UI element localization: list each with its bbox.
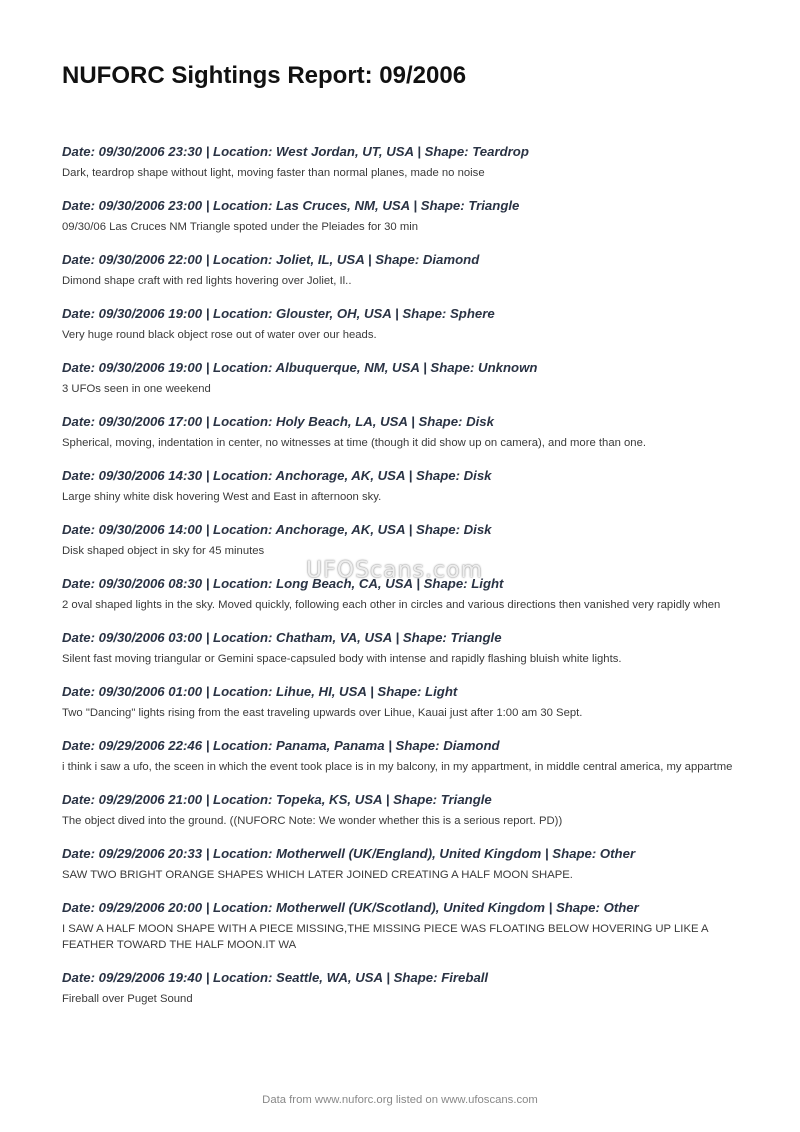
entry-description: Dark, teardrop shape without light, moving faster than normal planes, made no noise (62, 167, 485, 179)
entry-header: Date: 09/30/2006 23:00 | Location: Las Cruces, NM, USA | Shape: Triangle (62, 198, 520, 213)
entry-description: Large shiny white disk hovering West and East in afternoon sky. (62, 491, 382, 503)
list-item (62, 630, 742, 667)
entry-description: SAW TWO BRIGHT ORANGE SHAPES WHICH LATER JOINED CREATING A HALF MOON SHAPE. (62, 869, 573, 881)
entry-header: Date: 09/29/2006 22:46 | Location: Panama, Panama | Shape: Diamond (62, 738, 500, 753)
entry-description: Fireball over Puget Sound (62, 993, 193, 1005)
list-item (62, 970, 742, 1007)
entry-header: Date: 09/30/2006 08:30 | Location: Long Beach, CA, USA | Shape: Light (62, 576, 504, 591)
entry-description: I SAW A HALF MOON SHAPE WITH A PIECE MISSING,THE MISSING PIECE WAS FLOATING BELOW HOVERING UP LIKE A FEATHER TOWARD THE HALF MOON.IT WA (62, 923, 708, 951)
entry-header: Date: 09/30/2006 14:00 | Location: Anchorage, AK, USA | Shape: Disk (62, 522, 492, 537)
list-item (62, 252, 742, 289)
list-item (62, 360, 742, 397)
entry-header: Date: 09/30/2006 23:30 | Location: West Jordan, UT, USA | Shape: Teardrop (62, 144, 529, 159)
entry-header: Date: 09/30/2006 19:00 | Location: Albuquerque, NM, USA | Shape: Unknown (62, 360, 538, 375)
watermark: UFOScans.com (306, 558, 483, 583)
entry-header: Date: 09/30/2006 03:00 | Location: Chatham, VA, USA | Shape: Triangle (62, 630, 502, 645)
entry-header: Date: 09/29/2006 19:40 | Location: Seattle, WA, USA | Shape: Fireball (62, 970, 489, 985)
footer-credit: Data from www.nuforc.org listed on www.ufoscans.com (262, 1094, 538, 1106)
page-title: NUFORC Sightings Report: 09/2006 (62, 62, 467, 89)
list-item (62, 684, 742, 721)
entry-description: Silent fast moving triangular or Gemini space-capsuled body with intense and rapidly flashing bluish white lights. (62, 653, 622, 665)
entry-header: Date: 09/30/2006 17:00 | Location: Holy Beach, LA, USA | Shape: Disk (62, 414, 494, 429)
entry-header: Date: 09/29/2006 20:00 | Location: Motherwell (UK/Scotland), United Kingdom | Shape: Other (62, 900, 639, 915)
list-item (62, 198, 742, 235)
sightings-list (62, 144, 742, 1024)
list-item (62, 522, 742, 559)
entry-description: The object dived into the ground. ((NUFORC Note: We wonder whether this is a serious report. PD)) (62, 815, 563, 827)
entry-header: Date: 09/30/2006 14:30 | Location: Anchorage, AK, USA | Shape: Disk (62, 468, 492, 483)
list-item (62, 900, 742, 953)
list-item (62, 792, 742, 829)
entry-header: Date: 09/29/2006 21:00 | Location: Topeka, KS, USA | Shape: Triangle (62, 792, 492, 807)
entry-header: Date: 09/30/2006 22:00 | Location: Joliet, IL, USA | Shape: Diamond (62, 252, 480, 267)
entry-description: 3 UFOs seen in one weekend (62, 383, 211, 395)
entry-description: 09/30/06 Las Cruces NM Triangle spoted under the Pleiades for 30 min (62, 221, 419, 233)
entry-header: Date: 09/30/2006 19:00 | Location: Glouster, OH, USA | Shape: Sphere (62, 306, 495, 321)
entry-description: 2 oval shaped lights in the sky. Moved quickly, following each other in circles and various directions then vanished very rapidly when (62, 599, 721, 611)
entry-header: Date: 09/29/2006 20:33 | Location: Motherwell (UK/England), United Kingdom | Shape: Other (62, 846, 636, 861)
list-item (62, 846, 742, 883)
entry-description: Spherical, moving, indentation in center, no witnesses at time (though it did show up on camera), and more than one. (62, 437, 647, 449)
list-item (62, 468, 742, 505)
entry-description: Two "Dancing" lights rising from the east traveling upwards over Lihue, Kauai just after 1:00 am 30 Sept. (62, 707, 583, 719)
list-item (62, 576, 742, 613)
entry-description: i think i saw a ufo, the sceen in which the event took place is in my balcony, in my appartment, in middle central america, my appartme (62, 761, 733, 773)
entry-description: Dimond shape craft with red lights hovering over Joliet, Il.. (62, 275, 352, 287)
entry-description: Disk shaped object in sky for 45 minutes (62, 545, 265, 557)
list-item (62, 738, 742, 775)
list-item (62, 306, 742, 343)
list-item (62, 414, 742, 451)
entry-header: Date: 09/30/2006 01:00 | Location: Lihue, HI, USA | Shape: Light (62, 684, 458, 699)
entry-description: Very huge round black object rose out of water over our heads. (62, 329, 377, 341)
list-item (62, 144, 742, 181)
